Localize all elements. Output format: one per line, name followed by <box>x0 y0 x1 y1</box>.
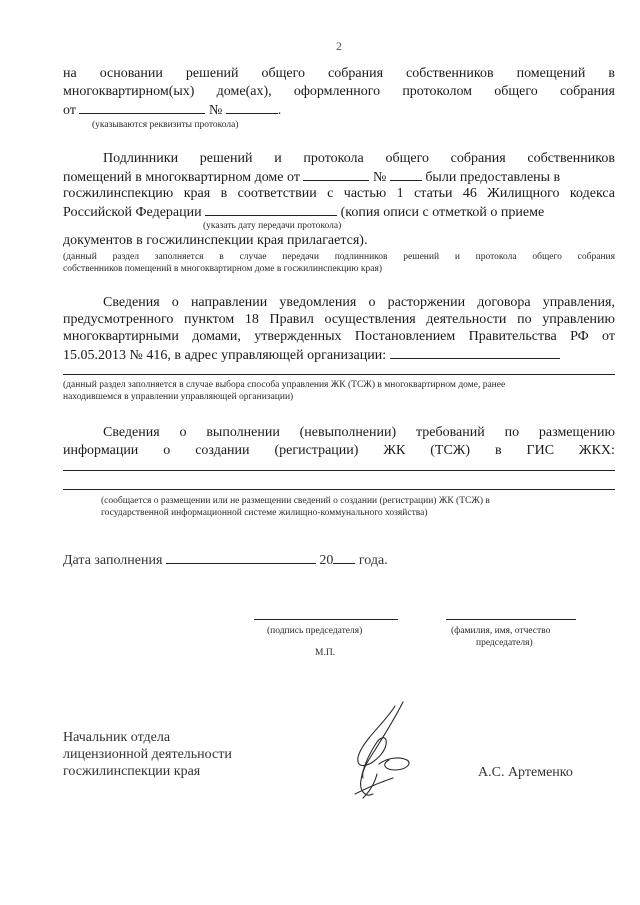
block3-line1 <box>103 295 615 311</box>
word: помещений <box>516 66 586 81</box>
word: ГИС <box>526 443 555 458</box>
year-field[interactable] <box>333 551 355 564</box>
text: были предоставлены в <box>425 170 561 185</box>
management-org-field-line2[interactable] <box>63 374 615 375</box>
word: доме(ах), <box>216 84 272 99</box>
word: расторжении <box>387 295 466 310</box>
word: решений <box>185 66 239 81</box>
decision-date-field[interactable] <box>303 168 369 181</box>
block3-line3: многоквартирными домами, утвержденных Постановлением Правительства РФ от <box>63 329 615 344</box>
date-prefix: от <box>63 103 76 118</box>
word: договора <box>477 295 531 310</box>
block4-note-line1: (сообщается о размещении или не размещении сведений о создании (регистрации) ЖК (ТСЖ) в <box>101 496 490 506</box>
position-line-3: госжилинспекции края <box>63 764 201 779</box>
word: собственников <box>406 66 494 81</box>
position-line-1: Начальник отдела <box>63 730 171 745</box>
word: (ТСЖ) <box>430 443 471 458</box>
year-prefix: 20 <box>319 553 334 568</box>
block1-line3 <box>63 101 281 119</box>
word: собрания <box>328 66 384 81</box>
word: ЖКХ: <box>579 443 615 458</box>
filling-date-label: Дата заполнения <box>63 553 163 568</box>
block4-line2 <box>63 443 615 459</box>
signer-name: А.С. Артеменко <box>478 765 573 780</box>
word: направлении <box>190 295 268 310</box>
block2-note-line1: (данный раздел заполняется в случае передачи подлинников решений и протокола общего собрания <box>63 252 615 262</box>
chair-name-note-1: (фамилия, имя, отчество <box>451 626 551 636</box>
number-sign: № <box>372 170 387 185</box>
word: общего <box>385 151 429 166</box>
word: многоквартирном(ых) <box>63 84 195 99</box>
word: создании <box>195 443 250 458</box>
block4-line1 <box>103 425 615 441</box>
year-suffix: года. <box>358 553 388 568</box>
transfer-date-field[interactable] <box>205 203 337 216</box>
word: решений <box>199 151 253 166</box>
word: основании <box>99 66 163 81</box>
word: и <box>274 151 282 166</box>
chair-name-line[interactable] <box>446 619 576 620</box>
word: уведомления <box>279 295 357 310</box>
word: на <box>63 66 77 81</box>
word: ЖК <box>383 443 406 458</box>
word: управления, <box>542 295 615 310</box>
text: 15.05.2013 № 416, в адрес управляющей организации: <box>63 348 387 363</box>
word: (регистрации) <box>274 443 359 458</box>
word: общего <box>261 66 306 81</box>
block1-line2 <box>63 84 615 100</box>
word: о <box>368 295 376 310</box>
word: о <box>171 295 179 310</box>
filling-date-line <box>63 551 388 569</box>
word: протоколом <box>402 84 473 99</box>
block3-line4 <box>63 346 560 364</box>
word: оформленного <box>293 84 381 99</box>
block2-note-line2: собственников помещений в многоквартирном доме в госжилинспекцию края) <box>63 264 382 274</box>
gis-info-field-line1[interactable] <box>63 470 615 471</box>
word: Сведения <box>103 295 160 310</box>
word: (невыполнении) <box>299 425 397 440</box>
gis-info-field-line2[interactable] <box>63 489 615 490</box>
word: Сведения <box>103 425 160 440</box>
page-number: 2 <box>336 39 342 53</box>
word: информации <box>63 443 139 458</box>
block3-note-line2: находившемся в управлении управляющей организации) <box>63 392 294 402</box>
word: протокола <box>303 151 364 166</box>
protocol-requisites-note: (указываются реквизиты протокола) <box>92 120 239 130</box>
filling-date-field[interactable] <box>166 551 316 564</box>
word: в <box>608 66 615 81</box>
word: в <box>494 443 502 458</box>
handwritten-signature <box>325 698 435 808</box>
protocol-number-field[interactable] <box>226 101 278 114</box>
seal-mark: М.П. <box>315 648 336 658</box>
word: о <box>163 443 171 458</box>
word: общего <box>494 84 538 99</box>
block3-line2: предусмотренного пунктом 18 Правил осуществления деятельности по управлению <box>63 312 615 327</box>
word: требований <box>416 425 485 440</box>
chair-signature-note: (подпись председателя) <box>267 626 363 636</box>
transfer-date-note: (указать дату передачи протокола) <box>203 221 342 231</box>
management-org-field[interactable] <box>390 346 560 359</box>
block2-line3: госжилинспекцию края в соответствии с частью 1 статьи 46 Жилищного кодекса <box>63 186 615 201</box>
block3-note-line1: (данный раздел заполняется в случае выбора способа управления ЖК (ТСЖ) в многоквартирном доме, ранее <box>63 380 506 390</box>
word: собрания <box>450 151 506 166</box>
block1-line1 <box>63 66 615 82</box>
word: Подлинники <box>103 151 179 166</box>
protocol-date-field[interactable] <box>79 101 205 114</box>
decision-number-field[interactable] <box>390 168 422 181</box>
word: о <box>179 425 187 440</box>
word: собственников <box>527 151 615 166</box>
block2-line5: документов в госжилинспекции края прилагается). <box>63 233 368 248</box>
period: . <box>277 103 282 118</box>
text: (копия описи с отметкой о приеме <box>340 205 545 220</box>
text: помещений в многоквартирном доме от <box>63 170 300 185</box>
block2-line4 <box>63 203 544 221</box>
block2-line1 <box>103 151 615 167</box>
position-line-2: лицензионной деятельности <box>63 747 232 762</box>
block2-line2 <box>63 168 560 186</box>
word: выполнении <box>206 425 280 440</box>
block4-note-line2: государственной информационной системе жилищно-коммунального хозяйства) <box>101 508 428 518</box>
chair-name-note-2: председателя) <box>476 638 533 648</box>
text: Российской Федерации <box>63 205 202 220</box>
word: размещению <box>538 425 615 440</box>
word: собрания <box>559 84 615 99</box>
chair-signature-line[interactable] <box>254 619 398 620</box>
word: по <box>504 425 520 440</box>
number-sign: № <box>208 103 223 118</box>
